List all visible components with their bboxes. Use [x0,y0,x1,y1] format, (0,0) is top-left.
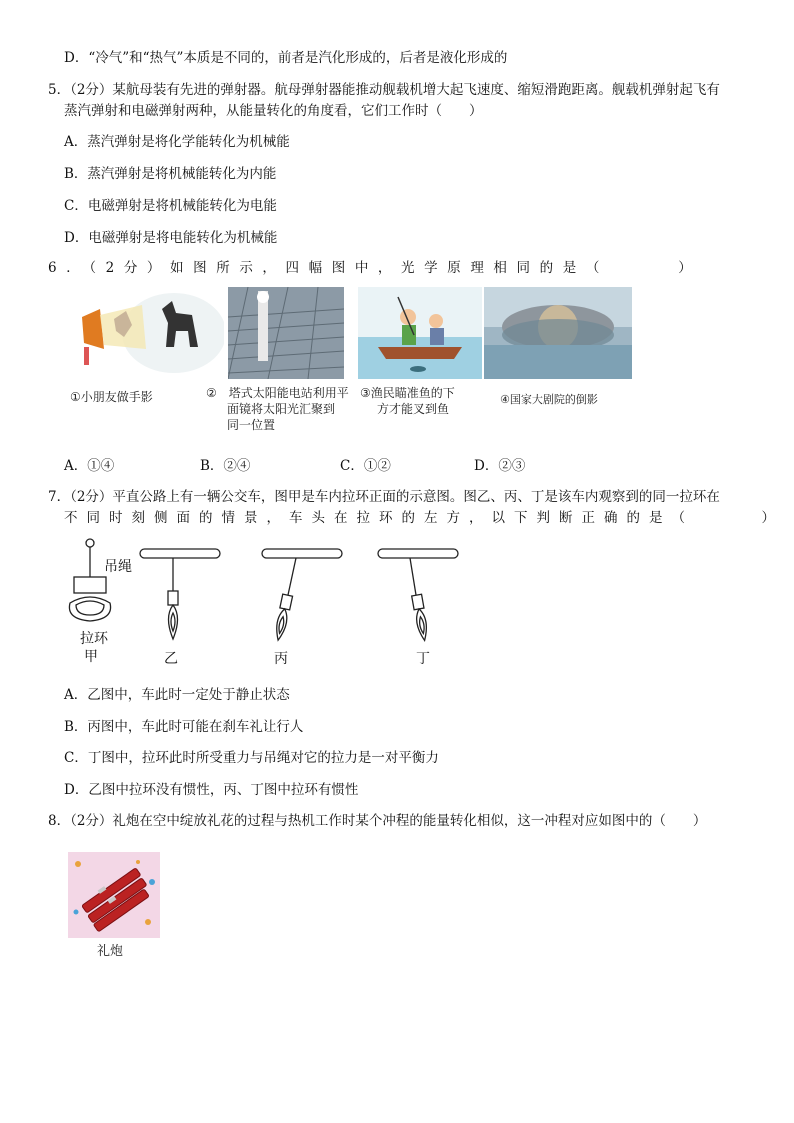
label-ring: 拉环 [80,631,108,647]
label-ding: 丁 [416,651,430,667]
q6-option-b: B．②④ [200,458,251,474]
q6-caption-1: ①小朋友做手影 [70,390,153,404]
q8-stem: 8．（2分）礼炮在空中绽放礼花的过程与热机工作时某个冲程的能量转化相似，这一冲程对应如图中的（ ） [48,813,707,829]
label-jia: 甲 [84,649,98,665]
q5-stem-line1: 5．（2分）某航母装有先进的弹射器。航母弹射器能推动舰载机增大起飞速度、缩短滑跑距离。舰载机弹射起飞有 [48,82,720,98]
salute-cannon-image [68,852,160,938]
label-yi: 乙 [164,651,178,667]
ring-side-view-yi [140,549,220,639]
label-rope: 吊绳 [104,559,132,575]
q7-stem-line1: 7．（2分）平直公路上有一辆公交车，图甲是车内拉环正面的示意图。图乙、丙、丁是该车内观察到的同一拉环在 [48,489,720,505]
q6-caption-2-line3: 同一位置 [227,418,276,432]
q7-option-a: A．乙图中，车此时一定处于静止状态 [64,687,290,703]
q6-caption-4: ④国家大剧院的倒影 [500,393,598,406]
q5-option-a: A．蒸汽弹射是将化学能转化为机械能 [64,134,290,150]
hand-shadow-image [64,287,224,379]
q7-option-b: B．丙图中，车此时可能在刹车礼让行人 [64,719,304,735]
q6-caption-3-line1: ③渔民瞄准鱼的下 [360,386,455,400]
q7-stem-line2: 不同时刻侧面的情景，车头在拉环的左方，以下判断正确的是（ ） [64,510,784,526]
q6-caption-2-line2: 面镜将太阳光汇聚到 [227,402,336,416]
q5-option-d: D．电磁弹射是将电能转化为机械能 [64,230,278,246]
q6-option-c: C．①② [340,458,391,474]
q8-caption: 礼炮 [97,944,124,959]
q6-option-d: D．②③ [474,458,526,474]
pull-ring-diagram [60,533,480,673]
q5-option-c: C．电磁弹射是将机械能转化为电能 [64,198,277,214]
fisherman-image [358,287,482,379]
q6-caption-3-line2: 方才能叉到鱼 [377,402,450,416]
q6-caption-2-line1: ② 塔式太阳能电站利用平 [206,386,349,400]
q6-figure [64,287,634,437]
solar-tower-image [228,287,344,379]
q5-option-b: B．蒸汽弹射是将机械能转化为内能 [64,166,277,182]
q6-stem: 6．（2分）如图所示，四幅图中，光学原理相同的是（ ） [48,260,702,276]
q7-option-c: C．丁图中，拉环此时所受重力与吊绳对它的拉力是一对平衡力 [64,750,439,766]
q6-option-a: A．①④ [64,458,115,474]
q4-option-d: D．“冷气”和“热气”本质是不同的，前者是汽化形成的，后者是液化形成的 [64,50,508,66]
ring-side-view-ding [378,549,458,641]
label-bing: 丙 [274,651,288,667]
q5-stem-line2: 蒸汽弹射和电磁弹射两种，从能量转化的角度看，它们工作时（ ） [64,103,483,119]
ring-side-view-bing [262,549,342,641]
grand-theater-image [484,287,632,379]
q7-option-d: D．乙图中拉环没有惯性，丙、丁图中拉环有惯性 [64,782,359,798]
ring-front-view [69,539,110,621]
